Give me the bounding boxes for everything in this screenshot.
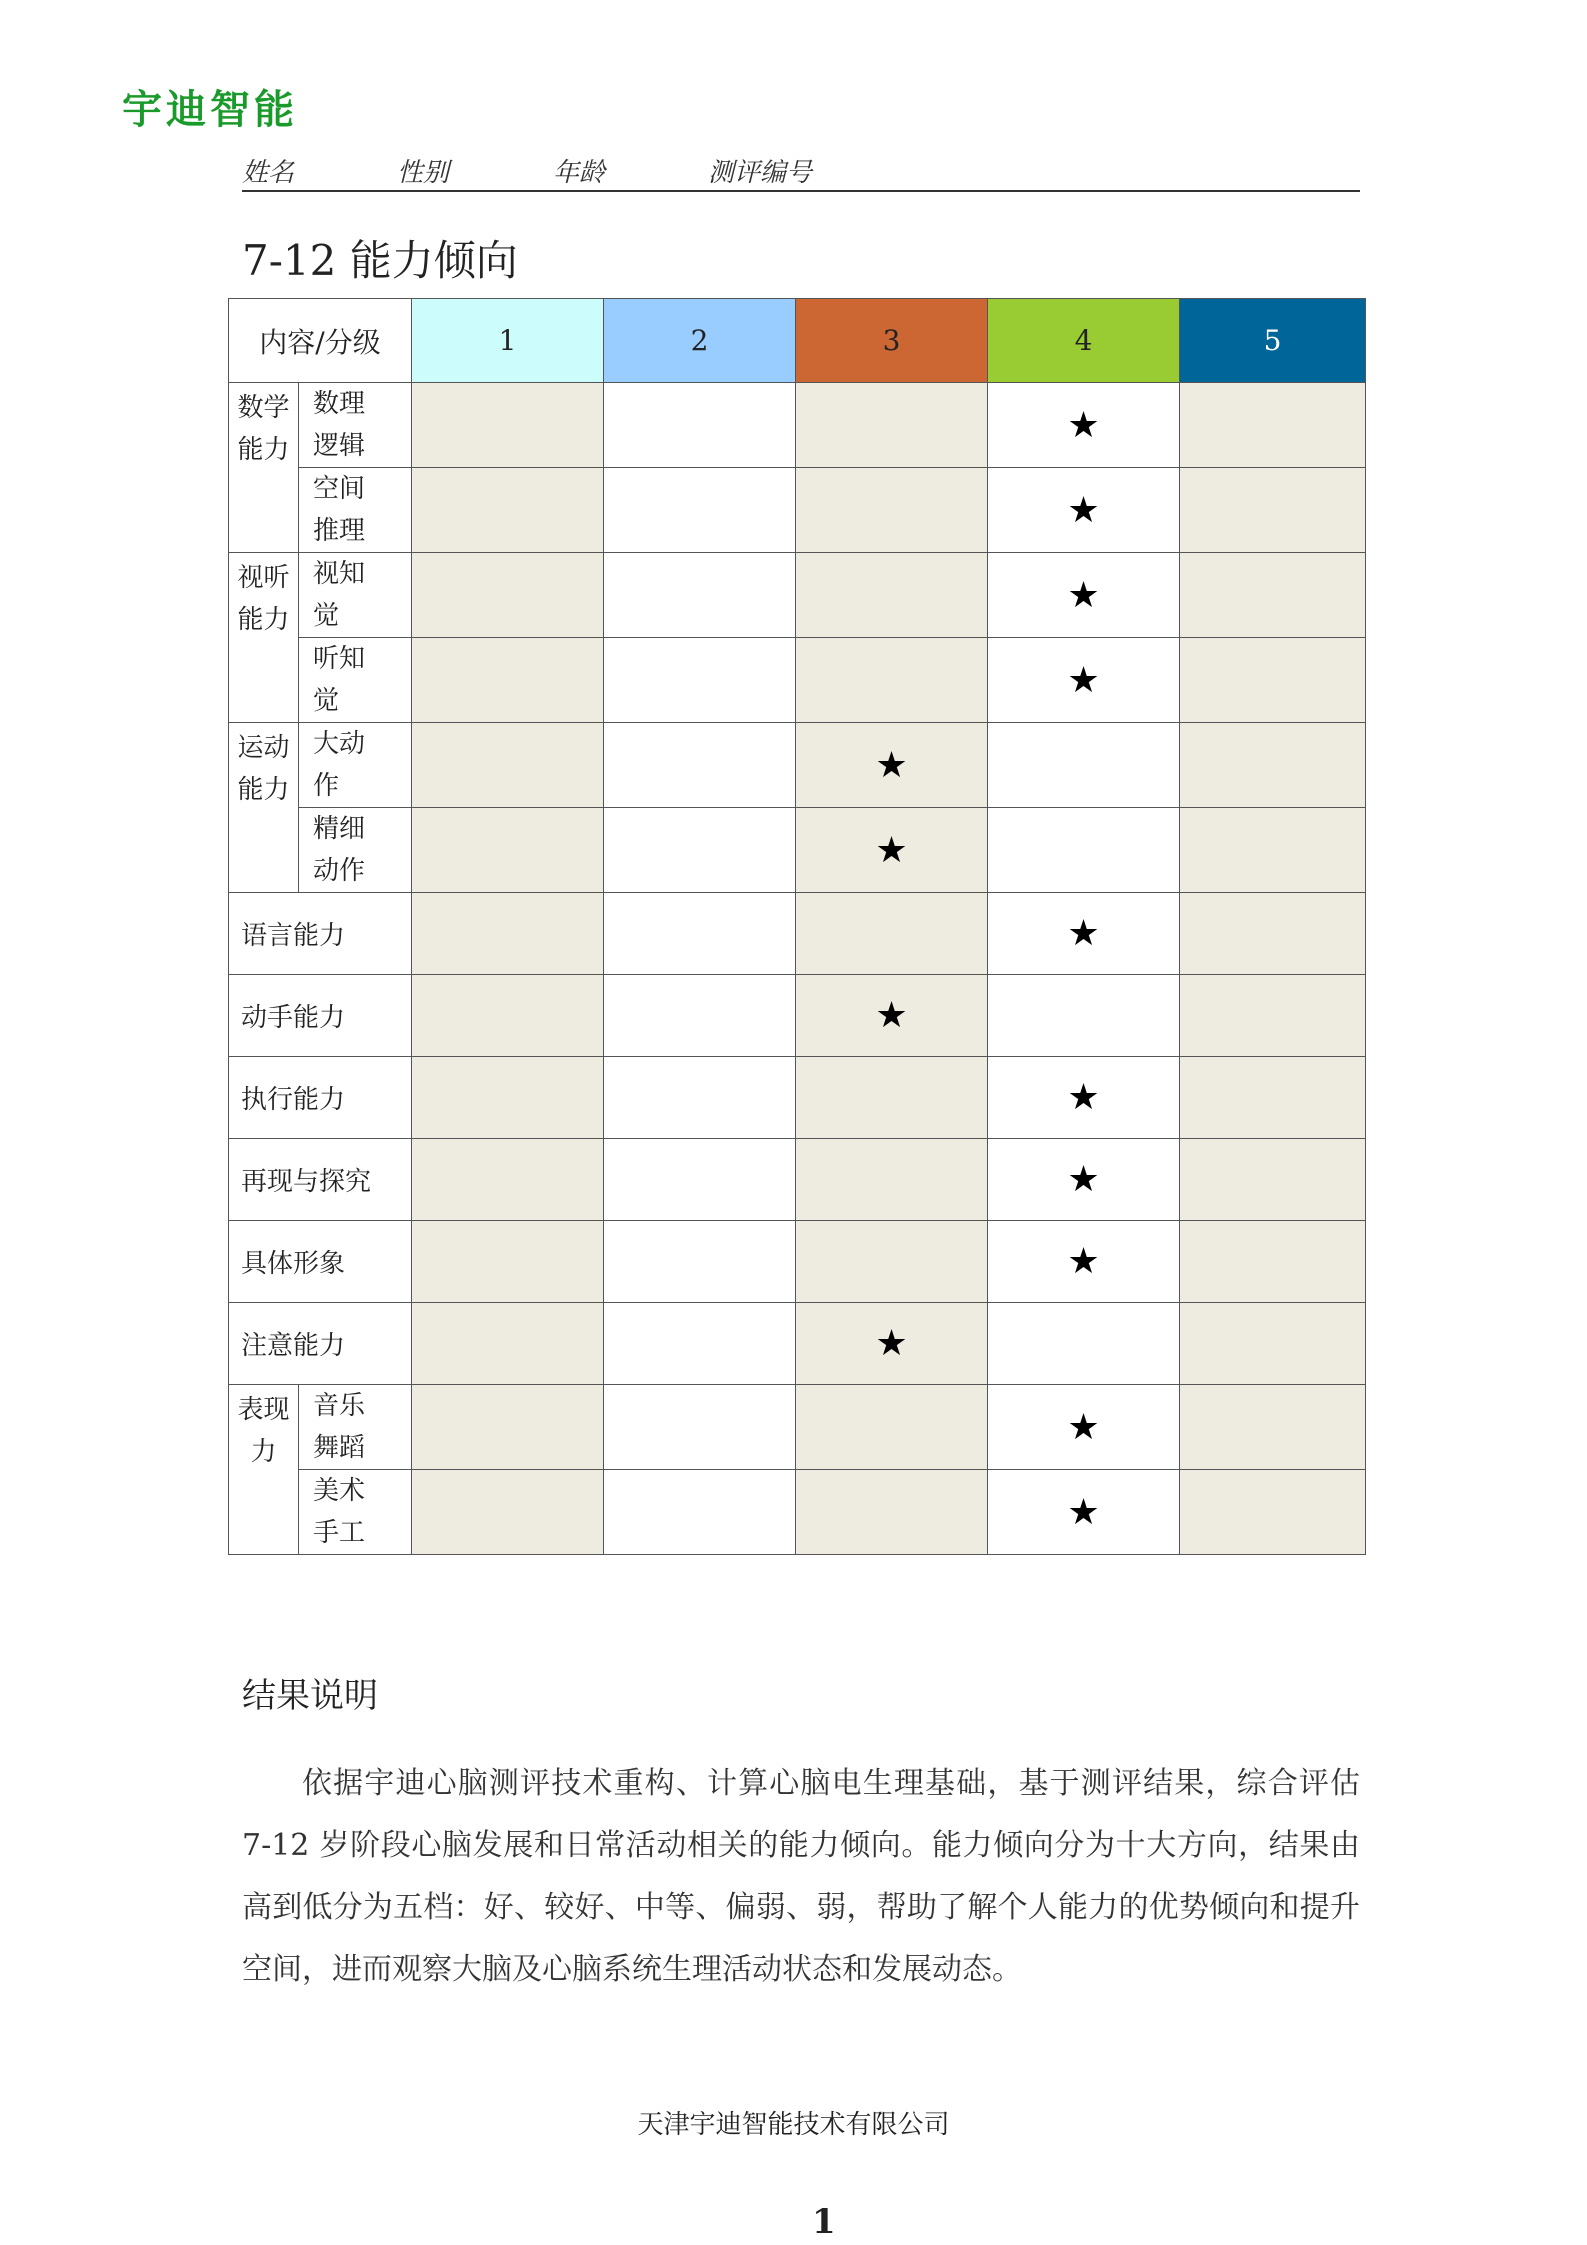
footer-company: 天津宇迪智能技术有限公司 — [637, 2110, 950, 2140]
table-row — [229, 808, 1366, 893]
level-cell — [1180, 1139, 1366, 1221]
rating-star-icon: ★ — [796, 1303, 988, 1385]
level-header-5: 5 — [1180, 299, 1366, 383]
rating-star-icon: ★ — [988, 1139, 1180, 1221]
subcategory-label: 音乐舞蹈 — [299, 1385, 412, 1470]
level-cell — [412, 1470, 604, 1555]
level-cell — [412, 468, 604, 553]
level-cell — [1180, 975, 1366, 1057]
ability-table — [228, 298, 1366, 1555]
category-label: 表现力 — [229, 1385, 299, 1555]
level-cell — [604, 808, 796, 893]
level-cell — [412, 1303, 604, 1385]
level-cell — [796, 893, 988, 975]
table-row — [229, 638, 1366, 723]
field-name-label: 姓名 — [242, 158, 295, 188]
category-label: 动手能力 — [229, 975, 412, 1057]
category-label: 再现与探究 — [229, 1139, 412, 1221]
level-cell — [604, 1303, 796, 1385]
subcategory-label: 精细动作 — [299, 808, 412, 893]
table-corner-header: 内容/分级 — [229, 299, 412, 383]
level-cell — [796, 1139, 988, 1221]
level-cell — [604, 723, 796, 808]
field-gender-label: 性别 — [397, 158, 450, 188]
subcategory-label: 数理逻辑 — [299, 383, 412, 468]
rating-star-icon: ★ — [988, 1221, 1180, 1303]
level-cell — [412, 893, 604, 975]
rating-star-icon: ★ — [988, 1057, 1180, 1139]
level-header-1: 1 — [412, 299, 604, 383]
category-label: 视听能力 — [229, 553, 299, 723]
rating-star-icon: ★ — [988, 638, 1180, 723]
results-paragraph: 依据宇迪心脑测评技术重构、计算心脑电生理基础，基于测评结果，综合评估 7-12 岁阶段心脑发展和日常活动相关的能力倾向。能力倾向分为十大方向，结果由高到低分为五档：好、较好、中等、偏弱、弱，帮助了解个人能力的优势倾向和提升空间，进而观察大脑及心脑系统生理活动状态和发展动态。 — [242, 1766, 1360, 1987]
results-heading: 结果说明 — [242, 1676, 378, 1716]
level-cell — [1180, 893, 1366, 975]
level-cell — [1180, 1470, 1366, 1555]
level-cell — [604, 975, 796, 1057]
level-cell — [988, 808, 1180, 893]
subcategory-label: 听知觉 — [299, 638, 412, 723]
category-label: 具体形象 — [229, 1221, 412, 1303]
field-id-label: 测评编号 — [708, 158, 813, 188]
level-cell — [412, 723, 604, 808]
level-cell — [412, 1221, 604, 1303]
table-row — [229, 1385, 1366, 1470]
level-cell — [412, 1139, 604, 1221]
table-row — [229, 468, 1366, 553]
level-cell — [796, 468, 988, 553]
table-row — [229, 553, 1366, 638]
subcategory-label: 空间推理 — [299, 468, 412, 553]
level-header-3: 3 — [796, 299, 988, 383]
table-row — [229, 1057, 1366, 1139]
level-cell — [1180, 1057, 1366, 1139]
category-label: 执行能力 — [229, 1057, 412, 1139]
level-cell — [1180, 1385, 1366, 1470]
level-cell — [1180, 383, 1366, 468]
level-cell — [1180, 723, 1366, 808]
page-title: 7-12 能力倾向 — [242, 236, 518, 285]
level-cell — [1180, 468, 1366, 553]
level-cell — [796, 553, 988, 638]
level-cell — [796, 638, 988, 723]
level-cell — [412, 1385, 604, 1470]
level-cell — [604, 468, 796, 553]
category-label: 语言能力 — [229, 893, 412, 975]
level-cell — [604, 1470, 796, 1555]
level-cell — [796, 383, 988, 468]
level-cell — [604, 383, 796, 468]
table-row — [229, 723, 1366, 808]
rating-star-icon: ★ — [988, 1470, 1180, 1555]
rating-star-icon: ★ — [796, 975, 988, 1057]
table-row — [229, 975, 1366, 1057]
page-number: 1 — [812, 2202, 836, 2242]
subcategory-label: 美术手工 — [299, 1470, 412, 1555]
rating-star-icon: ★ — [988, 468, 1180, 553]
level-cell — [1180, 808, 1366, 893]
level-cell — [796, 1057, 988, 1139]
subcategory-label: 大动作 — [299, 723, 412, 808]
level-cell — [604, 893, 796, 975]
level-cell — [604, 1385, 796, 1470]
level-cell — [988, 975, 1180, 1057]
level-cell — [604, 638, 796, 723]
table-row — [229, 383, 1366, 468]
level-cell — [604, 1057, 796, 1139]
category-label: 注意能力 — [229, 1303, 412, 1385]
table-row — [229, 893, 1366, 975]
rating-star-icon: ★ — [988, 383, 1180, 468]
level-cell — [1180, 638, 1366, 723]
level-cell — [412, 975, 604, 1057]
table-row — [229, 1139, 1366, 1221]
level-cell — [412, 808, 604, 893]
level-cell — [988, 1303, 1180, 1385]
level-cell — [796, 1221, 988, 1303]
level-cell — [412, 553, 604, 638]
category-label: 运动能力 — [229, 723, 299, 893]
level-cell — [796, 1385, 988, 1470]
info-bar — [242, 152, 1360, 192]
level-cell — [412, 1057, 604, 1139]
level-cell — [988, 723, 1180, 808]
level-cell — [604, 1139, 796, 1221]
level-cell — [412, 638, 604, 723]
level-header-4: 4 — [988, 299, 1180, 383]
ability-table-wrap — [228, 298, 1366, 1555]
rating-star-icon: ★ — [796, 808, 988, 893]
level-cell — [796, 1470, 988, 1555]
table-row — [229, 1470, 1366, 1555]
rating-star-icon: ★ — [988, 553, 1180, 638]
rating-star-icon: ★ — [988, 893, 1180, 975]
category-label: 数学能力 — [229, 383, 299, 553]
level-cell — [604, 1221, 796, 1303]
subcategory-label: 视知觉 — [299, 553, 412, 638]
table-row — [229, 1221, 1366, 1303]
level-cell — [1180, 553, 1366, 638]
level-cell — [1180, 1221, 1366, 1303]
level-cell — [604, 553, 796, 638]
rating-star-icon: ★ — [988, 1385, 1180, 1470]
level-cell — [412, 383, 604, 468]
level-header-2: 2 — [604, 299, 796, 383]
rating-star-icon: ★ — [796, 723, 988, 808]
table-row — [229, 1303, 1366, 1385]
level-cell — [1180, 1303, 1366, 1385]
field-age-label: 年龄 — [553, 158, 606, 188]
company-logo: 宇迪智能 — [122, 87, 298, 133]
